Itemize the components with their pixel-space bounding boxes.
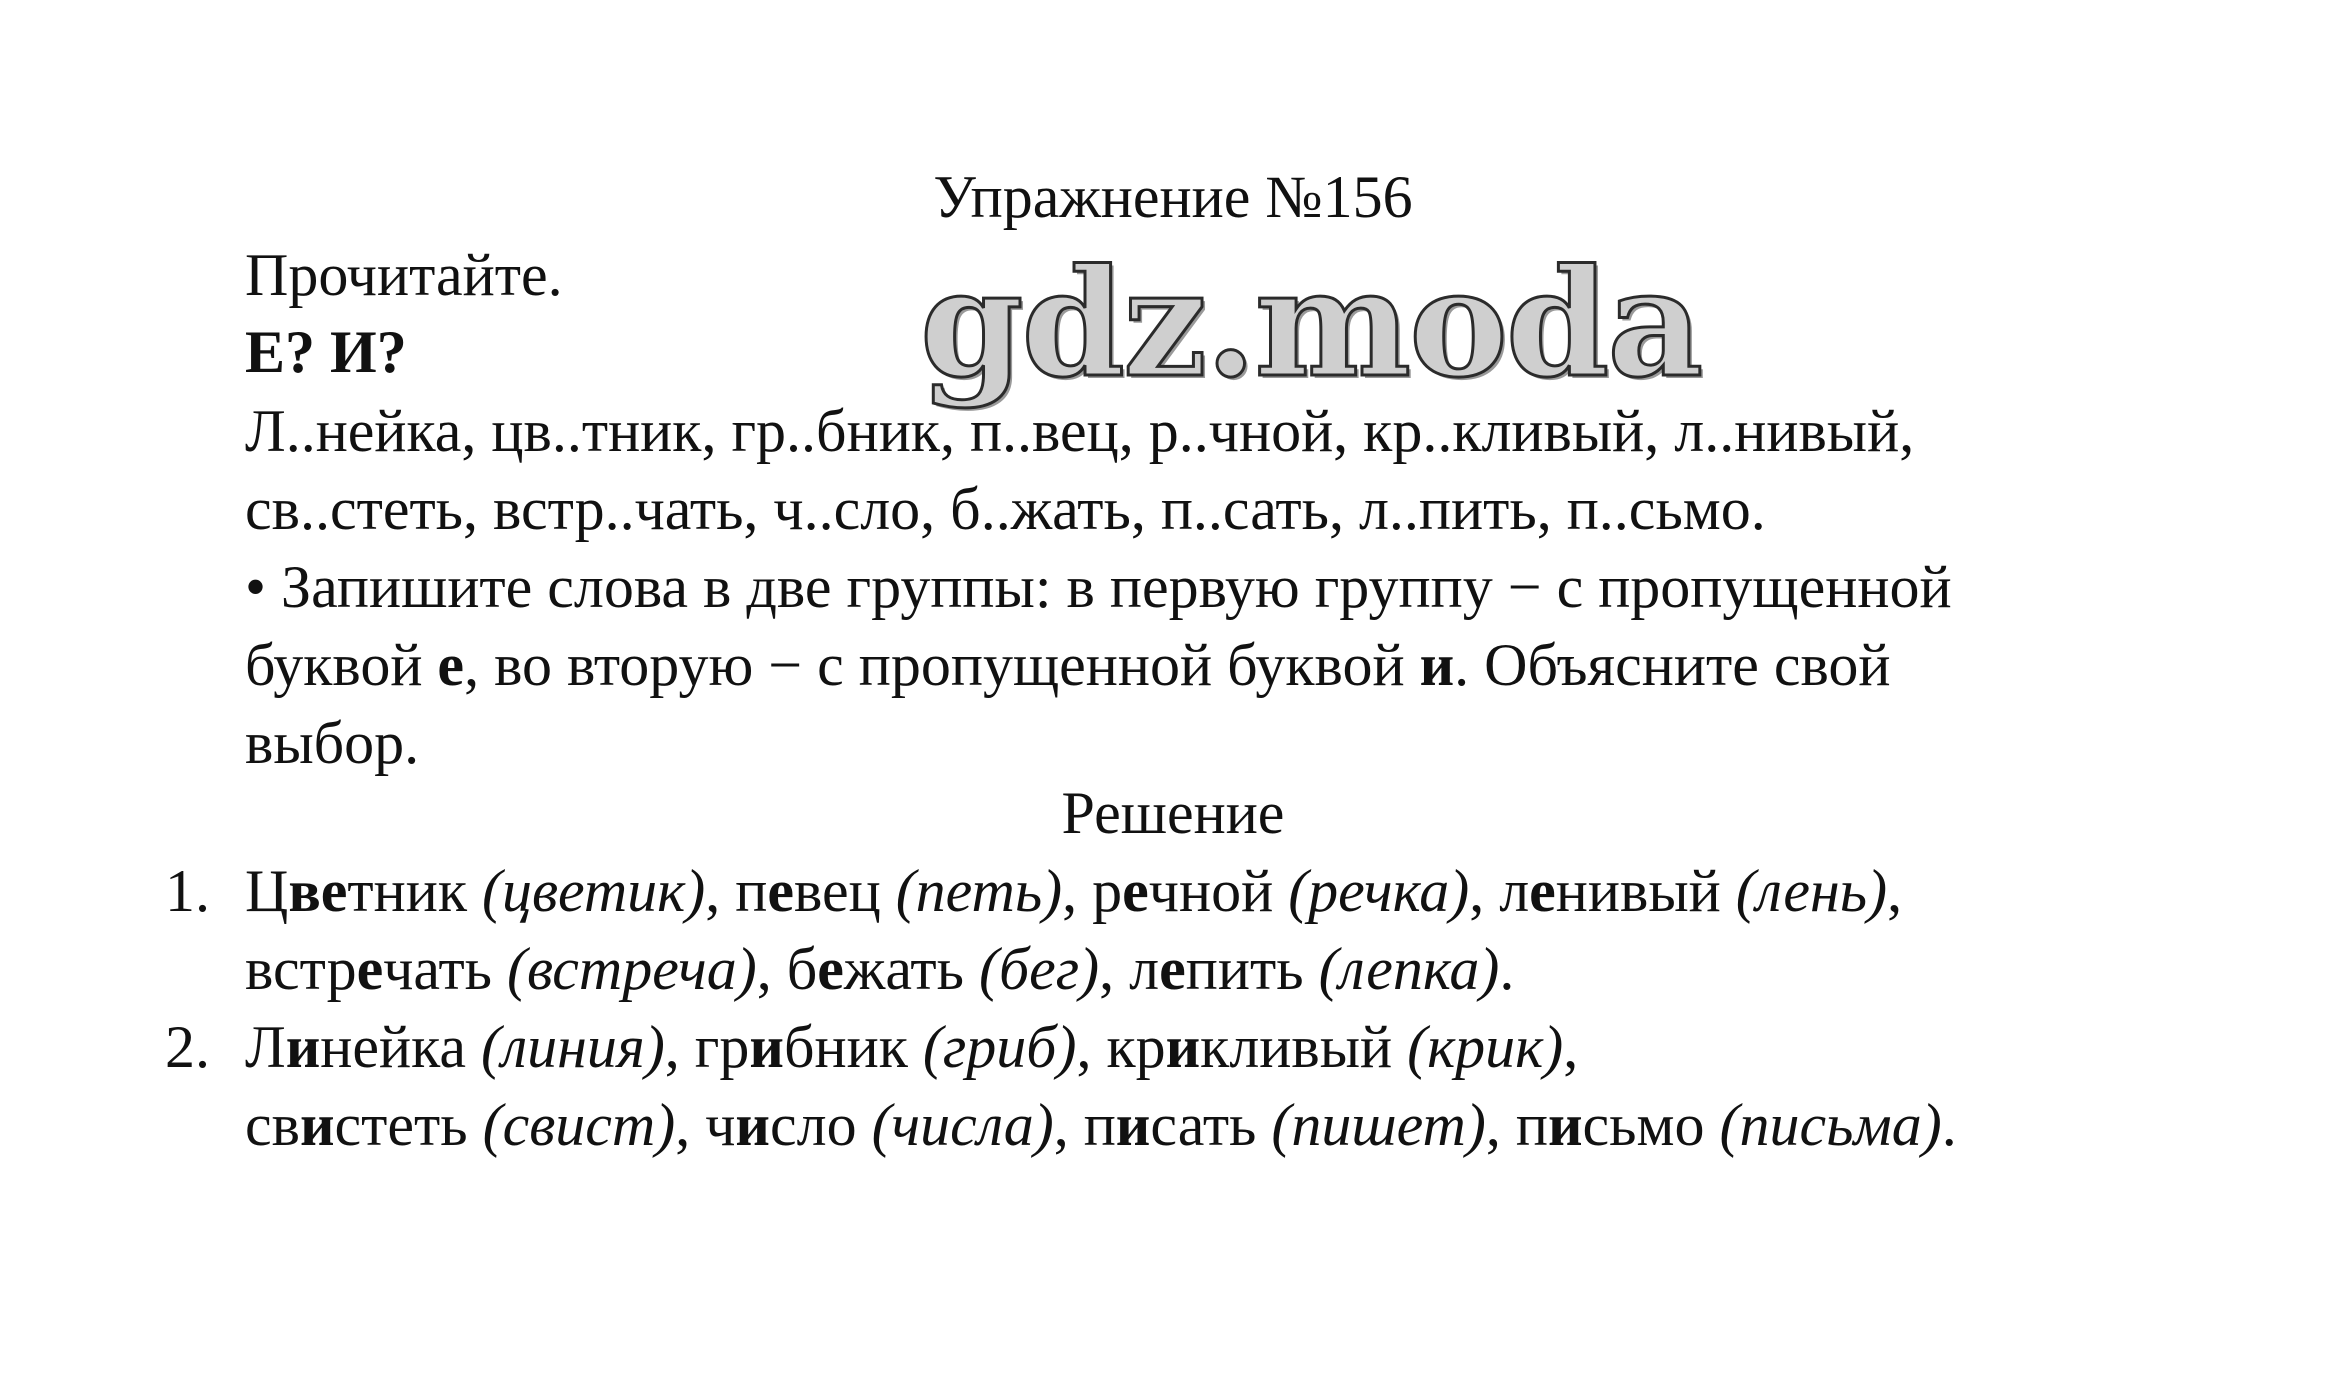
solution-hint: (свист): [482, 1092, 676, 1158]
task-read: Прочитайте.: [245, 242, 563, 308]
solution-hint: (петь): [895, 858, 1063, 924]
solution-word: речной: [1092, 858, 1274, 924]
letter-i: и: [1419, 632, 1455, 698]
solution-hint: (бег): [978, 936, 1100, 1002]
solution-hint: (лень): [1735, 858, 1888, 924]
solution-hint: (речка): [1288, 858, 1470, 924]
solution-word: писать: [1083, 1092, 1257, 1158]
group-2-number: 2.: [165, 1014, 210, 1080]
group-1-line-2: встречать (встреча), бежать (бег), лепить (лепка).: [245, 936, 1515, 1002]
solution-word: крикливый: [1106, 1014, 1393, 1080]
solution-word: Линейка: [245, 1014, 467, 1080]
exercise-title: Упражнение №156: [933, 164, 1413, 230]
solution-hint: (письма): [1719, 1092, 1942, 1158]
task-words-line-2: св..стеть, встр..чать, ч..сло, б..жать, п..сать, л..пить, п..сьмо.: [245, 476, 1766, 542]
task-instruction-line-1: • Запишите слова в две группы: в первую группу − с пропущенной: [245, 554, 1952, 620]
task-instruction-line-3: выбор.: [245, 710, 420, 776]
solution-word: ленивый: [1499, 858, 1721, 924]
solution-word: грибник: [694, 1014, 908, 1080]
watermark-logo: gdz.moda: [920, 236, 1702, 410]
group-1-number: 1.: [165, 858, 210, 924]
solution-hint: (линия): [481, 1014, 665, 1080]
solution-word: Цветник: [245, 858, 467, 924]
solution-word: свистеть: [245, 1092, 468, 1158]
solution-word: встречать: [245, 936, 493, 1002]
solution-hint: (лепка): [1318, 936, 1500, 1002]
solution-hint: (крик): [1407, 1014, 1564, 1080]
group-1-line-1: Цветник (цветик), певец (петь), речной (речка), ленивый (лень),: [245, 858, 1903, 924]
task-question: Е? И?: [245, 319, 407, 385]
solution-word: певец: [735, 858, 881, 924]
task-words-line-1: Л..нейка, цв..тник, гр..бник, п..вец, р..чной, кр..кливый, л..нивый,: [245, 398, 1915, 464]
solution-hint: (гриб): [922, 1014, 1077, 1080]
group-2-line-1: Линейка (линия), грибник (гриб), крикливый (крик),: [245, 1014, 1579, 1080]
task-instruction-line-2: буквой е, во вторую − с пропущенной буквой и. Объясните свой: [245, 632, 1891, 698]
solution-hint: (числа): [871, 1092, 1054, 1158]
solution-word: письмо: [1515, 1092, 1705, 1158]
solution-word: бежать: [786, 936, 964, 1002]
solution-word: число: [705, 1092, 857, 1158]
solution-hint: (цветик): [481, 858, 706, 924]
solution-hint: (пишет): [1271, 1092, 1486, 1158]
group-2-line-2: свистеть (свист), число (числа), писать (пишет), письмо (письма).: [245, 1092, 1957, 1158]
solution-word: лепить: [1129, 936, 1304, 1002]
solution-heading: Решение: [1061, 780, 1285, 846]
letter-e: е: [437, 632, 465, 698]
solution-hint: (встреча): [507, 936, 757, 1002]
